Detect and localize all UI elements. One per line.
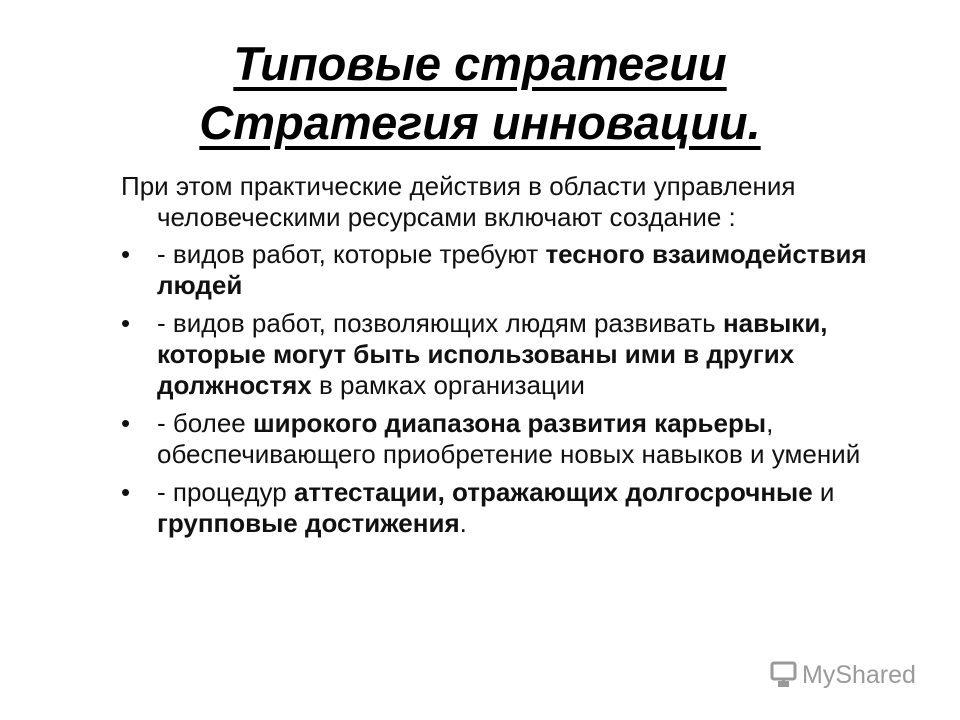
- bullet-4-text: - процедур: [157, 477, 294, 507]
- slide-title: [0, 34, 960, 152]
- bullet-1-bold-text: тесного взаимодействия людей: [157, 239, 867, 300]
- bullet-3-text: - более: [157, 408, 253, 438]
- bullet-4-bold-text-2: групповые достижения: [157, 508, 460, 538]
- bullet-2-bold-text: навыки, которые могут быть использованы ими в других должностях: [157, 308, 828, 400]
- intro-paragraph: При этом практические действия в области управления человеческими ресурсами включают создание :: [121, 171, 796, 232]
- bullet-4-bold-text: аттестации, отражающих долгосрочные: [293, 477, 813, 507]
- bullet-item-1: [121, 239, 911, 301]
- title-line-1: Типовые стратегии: [233, 37, 727, 90]
- bullet-item-3: [121, 408, 911, 470]
- bullet-2-text: - видов работ, позволяющих людям развивать: [157, 308, 723, 338]
- watermark-text: MyShared: [802, 661, 916, 689]
- bullet-2-text-end: в рамках организации: [311, 370, 585, 400]
- bullet-4-connector-text: и: [812, 477, 835, 507]
- presentation-icon: [768, 660, 799, 691]
- bullet-1-text: - видов работ, которые требуют: [157, 239, 546, 269]
- slide-body: [121, 171, 911, 546]
- title-line-2: Стратегия инновации.: [199, 96, 761, 149]
- bullet-marker: •: [121, 477, 131, 507]
- bullet-item-4: [121, 477, 911, 539]
- bullet-marker: •: [121, 308, 131, 338]
- myshared-watermark: [768, 658, 928, 692]
- bullet-3-bold-text: широкого диапазона развития карьеры: [252, 408, 767, 438]
- bullet-3-text-end: , обеспечивающего приобретение новых навыков и умений: [157, 408, 861, 469]
- bullet-marker: •: [121, 408, 131, 438]
- bullet-marker: •: [121, 239, 131, 269]
- bullet-item-2: [121, 308, 911, 401]
- bullet-4-period: .: [459, 508, 467, 538]
